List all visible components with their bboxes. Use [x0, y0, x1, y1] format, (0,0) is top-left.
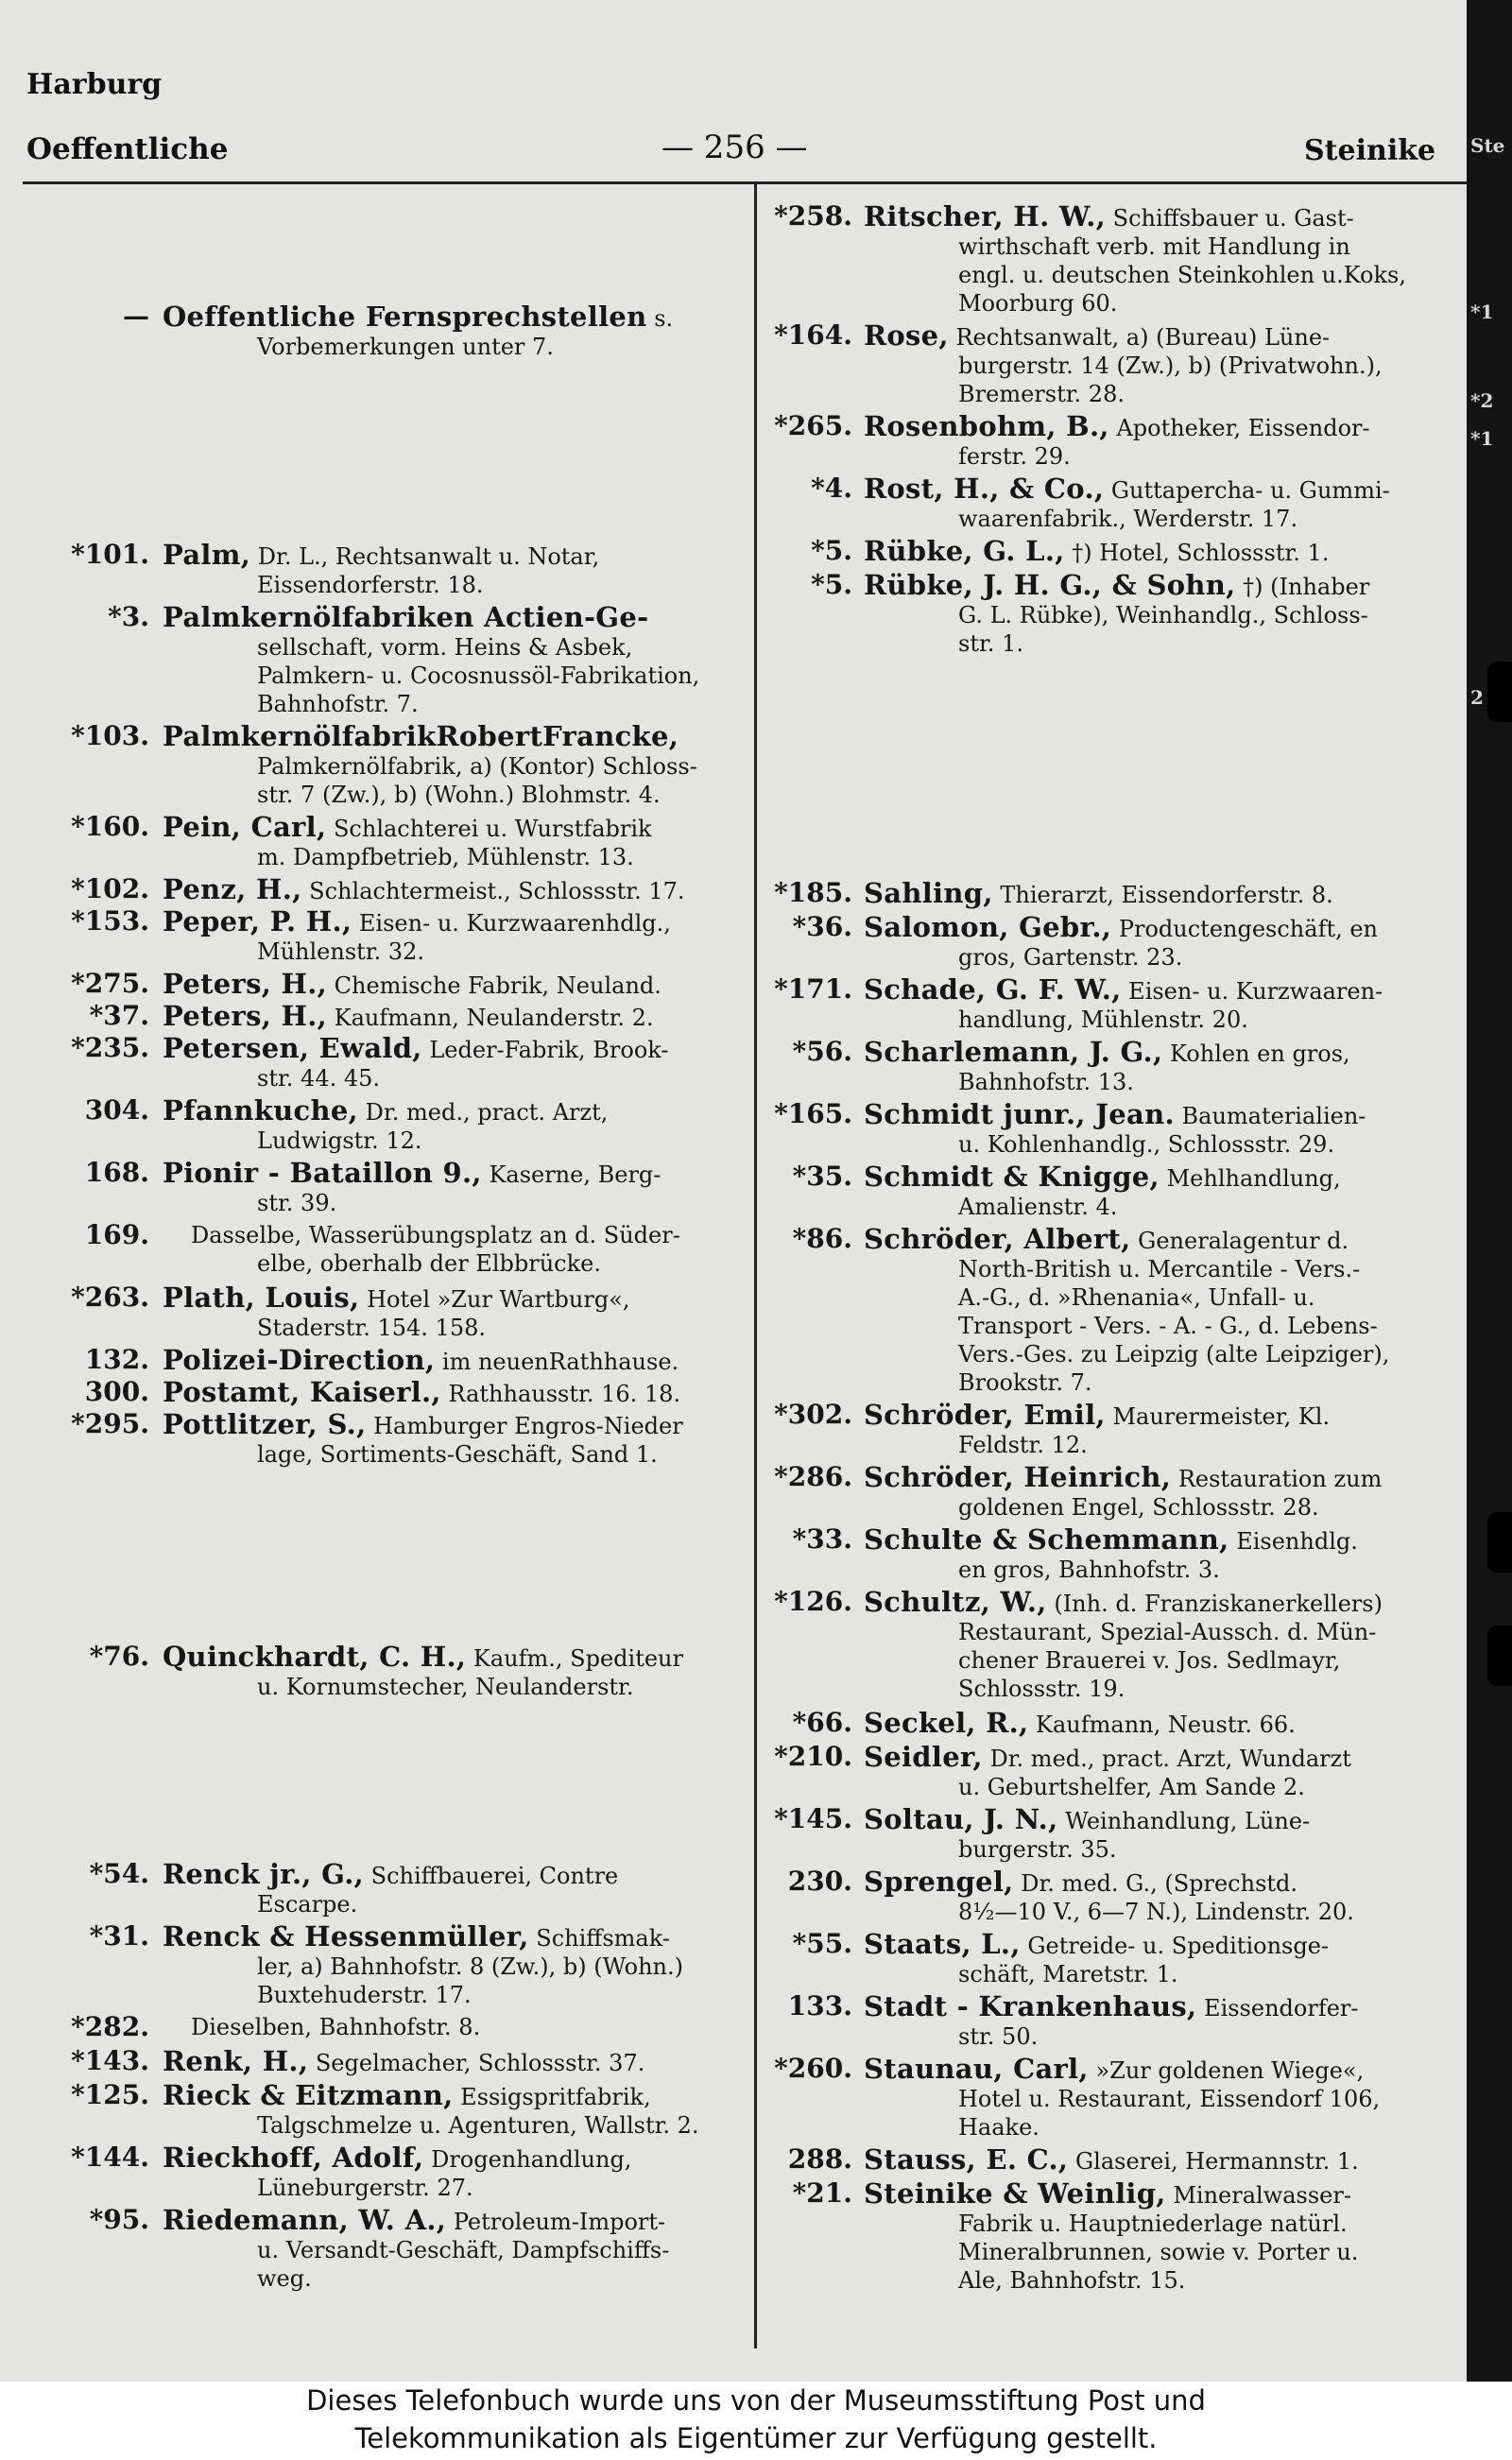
- entry-text: [864, 2145, 1463, 2176]
- entry-name: Sprengel,: [864, 1866, 1014, 1898]
- phone-number: *54.: [89, 1858, 149, 1889]
- phone-number: *143.: [71, 2045, 149, 2076]
- entry-text: [163, 875, 737, 905]
- entry-details: Rechtsanwalt, a) (Bureau) Lüne-: [955, 324, 1331, 351]
- entry-name: Renk, H.,: [163, 2045, 309, 2077]
- entry-details: Petroleum-Import-: [453, 2209, 666, 2235]
- phone-number: *275.: [71, 968, 149, 999]
- entry-text: [163, 1096, 737, 1155]
- column-divider: [754, 184, 757, 2348]
- entry-text: [864, 1225, 1463, 1397]
- entry-details: Chemische Fabrik, Neuland.: [334, 972, 662, 999]
- entry-continuation: ler, a) Bahnhofstr. 8 (Zw.), b) (Wohn.): [257, 1953, 683, 1980]
- entry-continuation: Transport - Vers. - A. - G., d. Lebens-: [958, 1313, 1378, 1339]
- entry-name: Schröder, Albert,: [864, 1223, 1131, 1255]
- entry-continuation: burgerstr. 14 (Zw.), b) (Privatwohn.),: [958, 353, 1383, 379]
- entry-details: Mineralwasser-: [1173, 2182, 1351, 2209]
- edge-fragment: *1: [1470, 301, 1494, 323]
- entry-continuation: G. L. Rübke), Weinhandlg., Schloss-: [958, 602, 1368, 628]
- entry-continuation: Vorbemerkungen unter 7.: [257, 334, 554, 360]
- phone-number: *165.: [774, 1098, 852, 1129]
- entry-continuation: Escarpe.: [257, 1891, 358, 1918]
- entry-details: Thierarzt, Eissendorferstr. 8.: [1000, 882, 1333, 908]
- entry-name: Soltau, J. N.,: [864, 1803, 1058, 1835]
- entry-continuation: waarenfabrik., Werderstr. 17.: [958, 506, 1298, 532]
- entry-name: Palm,: [163, 539, 251, 571]
- entry-details: Segelmacher, Schlossstr. 37.: [315, 2050, 645, 2076]
- entry-continuation: Ale, Bahnhofstr. 15.: [958, 2267, 1186, 2294]
- phone-number: *125.: [71, 2079, 149, 2110]
- entry-name: Palmkernölfabriken Actien-Ge-: [163, 601, 649, 633]
- phone-number: 133.: [787, 1990, 852, 2021]
- entry-continuation: ferstr. 29.: [958, 443, 1071, 470]
- entry-text: [163, 2081, 737, 2140]
- entry-details: Hotel »Zur Wartburg«,: [367, 1286, 630, 1313]
- phone-number: *102.: [71, 873, 149, 904]
- entry-continuation: Palmkern- u. Cocosnussöl-Fabrikation,: [257, 662, 700, 689]
- entry-details: Restauration zum: [1177, 1466, 1383, 1492]
- entry-details: Apotheker, Eissendor-: [1116, 415, 1370, 441]
- phone-number: *101.: [71, 539, 149, 570]
- entry-name: Peters, H.,: [163, 1000, 328, 1032]
- entry-details: Kaserne, Berg-: [489, 1161, 662, 1188]
- entry-continuation: en gros, Bahnhofstr. 3.: [958, 1557, 1220, 1583]
- entry-text: [864, 1930, 1463, 1988]
- phone-number: —: [123, 301, 149, 332]
- entry-continuation: chener Brauerei v. Jos. Sedlmayr,: [958, 1647, 1341, 1674]
- phone-number: *5.: [811, 569, 852, 600]
- entry-text: [163, 1643, 737, 1701]
- entry-details: Dr. med., pract. Arzt, Wundarzt: [989, 1746, 1351, 1772]
- entry-continuation: u. Geburtshelfer, Am Sande 2.: [958, 1774, 1305, 1800]
- entry-text: [163, 1378, 737, 1408]
- entry-name: Seckel, R.,: [864, 1707, 1029, 1739]
- entry-text: [864, 975, 1463, 1034]
- edge-header-fragment: Ste: [1470, 134, 1505, 157]
- entry-details: Eissendorfer-: [1204, 1995, 1359, 2021]
- entry-name: Stadt - Krankenhaus,: [864, 1990, 1197, 2022]
- entry-continuation: str. 44. 45.: [257, 1065, 381, 1092]
- entry-name: Schmidt junr., Jean.: [864, 1098, 1175, 1130]
- entry-continuation: Eissendorferstr. 18.: [257, 572, 484, 598]
- entry-name: Schultz, W.,: [864, 1586, 1047, 1618]
- entry-text: [864, 1743, 1463, 1801]
- phone-number: *265.: [774, 410, 852, 441]
- entry-details: Dasselbe, Wasserübungsplatz an d. Süder-: [191, 1222, 680, 1248]
- phone-number: *33.: [792, 1523, 852, 1555]
- entry-details: Eisen- u. Kurzwaaren-: [1128, 978, 1383, 1005]
- entry-text: [864, 1463, 1463, 1522]
- phone-number: *5.: [811, 535, 852, 566]
- entry-details: Drogenhandlung,: [431, 2146, 632, 2173]
- entry-name: Rost, H., & Co.,: [864, 473, 1105, 505]
- phone-number: 300.: [84, 1376, 149, 1407]
- entry-details: Baumaterialien-: [1181, 1103, 1366, 1129]
- entry-name: Pottlitzer, S.,: [163, 1408, 367, 1440]
- entry-continuation: schäft, Maretstr. 1.: [958, 1961, 1178, 1987]
- entry-text: [163, 541, 737, 599]
- entry-name: Polizei-Direction,: [163, 1344, 436, 1376]
- footer-credit: [0, 2382, 1512, 2460]
- entry-text: [163, 2143, 737, 2202]
- phone-number: 288.: [787, 2143, 852, 2175]
- entry-text: [864, 571, 1463, 658]
- phone-number: *302.: [774, 1399, 852, 1430]
- entry-name: Rieck & Eitzmann,: [163, 2079, 454, 2111]
- entry-details: Schiffbauerei, Contre: [370, 1863, 619, 1889]
- entry-continuation: Moorburg 60.: [958, 290, 1118, 317]
- phone-number: *31.: [89, 1920, 149, 1952]
- entry-name: Ritscher, H. W.,: [864, 200, 1107, 232]
- entry-continuation: Feldstr. 12.: [958, 1432, 1088, 1458]
- entry-text: [163, 970, 737, 1000]
- entry-name: Rübke, G. L.,: [864, 535, 1065, 567]
- entry-text: [163, 907, 737, 966]
- phone-number: *95.: [89, 2204, 149, 2235]
- entry-text: [163, 1221, 737, 1278]
- phone-number: *86.: [792, 1223, 852, 1254]
- entry-continuation: Schlossstr. 19.: [958, 1676, 1125, 1702]
- adjacent-page-edge: [1467, 0, 1512, 2382]
- phone-number: *263.: [71, 1282, 149, 1313]
- edge-fragment: 2: [1470, 686, 1484, 709]
- entry-details: (Inh. d. Franziskanerkellers): [1054, 1591, 1383, 1617]
- entry-text: [864, 879, 1463, 909]
- entry-name: Seidler,: [864, 1741, 983, 1773]
- phone-number: *36.: [792, 911, 852, 942]
- entry-text: [163, 1922, 737, 2009]
- entry-text: [864, 1525, 1463, 1584]
- entry-text: [163, 2206, 737, 2293]
- entry-continuation: Restaurant, Spezial-Aussch. d. Mün-: [958, 1619, 1377, 1645]
- entry-name: Peters, H.,: [163, 968, 328, 1000]
- entry-details: Kohlen en gros,: [1170, 1041, 1350, 1067]
- entry-continuation: u. Kornumstecher, Neulanderstr.: [257, 1674, 634, 1700]
- footer-line-2: Telekommunikation als Eigentümer zur Verfügung gestellt.: [354, 2422, 1158, 2454]
- phone-number: *153.: [71, 905, 149, 937]
- register-tab: [1487, 662, 1512, 722]
- entry-name: Stauss, E. C.,: [864, 2143, 1069, 2176]
- phone-number: *144.: [71, 2142, 149, 2173]
- entry-text: [864, 1038, 1463, 1096]
- entry-details: Glaserei, Hermannstr. 1.: [1074, 2148, 1359, 2175]
- entry-name: Oeffentliche Fernsprechstellen: [163, 301, 647, 333]
- entry-text: [864, 1709, 1463, 1739]
- entry-details: †) Hotel, Schlossstr. 1.: [1072, 540, 1330, 566]
- entry-continuation: str. 39.: [257, 1190, 337, 1216]
- entry-text: [864, 202, 1463, 318]
- entry-name: Schade, G. F. W.,: [864, 973, 1122, 1006]
- entry-continuation: gros, Gartenstr. 23.: [958, 944, 1183, 971]
- entry-text: [163, 302, 737, 361]
- entry-details: Schlachtermeist., Schlossstr. 17.: [309, 878, 685, 904]
- phone-number: *3.: [108, 601, 149, 632]
- entry-details: Eisen- u. Kurzwaarenhdlg.,: [358, 910, 671, 937]
- entry-text: [864, 1867, 1463, 1926]
- entry-details: Maurermeister, Kl.: [1112, 1403, 1331, 1430]
- entry-continuation: Haake.: [958, 2114, 1040, 2141]
- entry-name: Quinckhardt, C. H.,: [163, 1641, 467, 1673]
- entry-text: [163, 2047, 737, 2077]
- entry-continuation: Buxtehuderstr. 17.: [257, 1982, 472, 2008]
- entry-details: im neuenRathhause.: [441, 1349, 679, 1375]
- entry-text: [163, 603, 737, 718]
- entry-name: Scharlemann, J. G.,: [864, 1036, 1163, 1068]
- entry-details: Dieselben, Bahnhofstr. 8.: [191, 2014, 481, 2040]
- phone-number: 169.: [84, 1219, 149, 1250]
- entry-name: Pionir - Bataillon 9.,: [163, 1157, 482, 1189]
- entry-text: [163, 1346, 737, 1376]
- entry-details: Kaufmann, Neulanderstr. 2.: [334, 1005, 654, 1031]
- entry-continuation: North-British u. Mercantile - Vers.-: [958, 1256, 1361, 1282]
- entry-details: †) (Inhaber: [1243, 574, 1370, 600]
- entry-continuation: Ludwigstr. 12.: [257, 1127, 422, 1154]
- phone-number: *76.: [89, 1641, 149, 1672]
- entry-name: Staats, L.,: [864, 1928, 1021, 1960]
- entry-text: [163, 1860, 737, 1918]
- entry-continuation: goldenen Engel, Schlossstr. 28.: [958, 1494, 1319, 1521]
- phone-number: *185.: [774, 877, 852, 908]
- entry-name: Schmidt & Knigge,: [864, 1161, 1160, 1193]
- phone-number: *145.: [774, 1803, 852, 1834]
- entry-text: [864, 1100, 1463, 1159]
- entry-name: Renck jr., G.,: [163, 1858, 365, 1890]
- entry-continuation: Mühlenstr. 32.: [257, 938, 425, 965]
- entry-name: Postamt, Kaiserl.,: [163, 1376, 441, 1408]
- entry-name: Schulte & Schemmann,: [864, 1523, 1229, 1556]
- entry-details: »Zur goldenen Wiege«,: [1095, 2057, 1365, 2084]
- phone-number: 168.: [84, 1157, 149, 1188]
- phone-number: *160.: [71, 811, 149, 842]
- entry-text: [163, 1283, 737, 1342]
- entry-details: Leder-Fabrik, Brook-: [429, 1037, 669, 1063]
- entry-continuation: Brookstr. 7.: [958, 1369, 1092, 1396]
- phone-number: 304.: [84, 1094, 149, 1126]
- phone-number: 132.: [84, 1344, 149, 1375]
- entry-name: Schröder, Heinrich,: [864, 1461, 1172, 1493]
- entry-continuation: Talgschmelze u. Agenturen, Wallstr. 2.: [257, 2112, 699, 2139]
- entry-continuation: Lüneburgerstr. 27.: [257, 2175, 473, 2201]
- entry-text: [864, 321, 1463, 408]
- phone-number: *171.: [774, 973, 852, 1005]
- entry-details: Guttapercha- u. Gummi-: [1110, 477, 1390, 504]
- footer-line-1: Dieses Telefonbuch wurde uns von der Museumsstiftung Post und: [306, 2384, 1206, 2417]
- entry-continuation: elbe, oberhalb der Elbbrücke.: [257, 1250, 601, 1277]
- entry-continuation: handlung, Mühlenstr. 20.: [958, 1006, 1248, 1033]
- entry-continuation: Palmkernölfabrik, a) (Kontor) Schloss-: [257, 753, 697, 780]
- entry-text: [864, 1992, 1463, 2051]
- phone-number: *295.: [71, 1408, 149, 1439]
- entry-details: Productengeschäft, en: [1118, 916, 1379, 942]
- header-last-name: Steinike: [1304, 134, 1436, 167]
- entry-text: [163, 722, 737, 809]
- entry-details: Dr. L., Rechtsanwalt u. Notar,: [257, 543, 600, 570]
- phone-number: *164.: [774, 319, 852, 351]
- entry-continuation: u. Kohlenhandlg., Schlossstr. 29.: [958, 1131, 1335, 1158]
- edge-fragment: *2: [1470, 389, 1494, 412]
- header-city: Harburg: [26, 68, 163, 101]
- entry-text: [163, 1410, 737, 1469]
- entry-continuation: str. 50.: [958, 2023, 1039, 2050]
- entry-text: [864, 2055, 1463, 2142]
- entry-continuation: lage, Sortiments-Geschäft, Sand 1.: [257, 1441, 658, 1468]
- phone-number: 230.: [787, 1866, 852, 1897]
- entry-continuation: engl. u. deutschen Steinkohlen u.Koks,: [958, 262, 1406, 288]
- entry-text: [864, 474, 1463, 533]
- entry-name: Sahling,: [864, 877, 993, 909]
- entry-name: Rosenbohm, B.,: [864, 410, 1109, 442]
- edge-fragment: *1: [1470, 427, 1494, 450]
- phone-number: *66.: [792, 1707, 852, 1738]
- entry-text: [864, 913, 1463, 972]
- entry-details: Dr. med., pract. Arzt,: [365, 1099, 609, 1126]
- entry-continuation: str. 7 (Zw.), b) (Wohn.) Blohmstr. 4.: [257, 782, 661, 808]
- entry-text: [864, 1162, 1463, 1221]
- entry-details: Rathhausstr. 16. 18.: [448, 1381, 681, 1407]
- page-number: — 256 —: [662, 129, 808, 166]
- phone-number: *260.: [774, 2053, 852, 2084]
- phone-number: *56.: [792, 1036, 852, 1067]
- entry-continuation: Bahnhofstr. 13.: [958, 1069, 1134, 1095]
- phone-number: *4.: [811, 473, 852, 504]
- entry-details: Schiffsmak-: [536, 1925, 670, 1952]
- entry-text: [864, 1805, 1463, 1864]
- phone-number: *258.: [774, 200, 852, 232]
- phone-number: *103.: [71, 720, 149, 751]
- entry-details: Kaufmann, Neustr. 66.: [1036, 1712, 1296, 1738]
- entry-continuation: Bahnhofstr. 7.: [257, 691, 419, 717]
- phone-number: *235.: [71, 1032, 149, 1063]
- entry-details: Getreide- u. Speditionsge-: [1027, 1933, 1330, 1959]
- entry-text: [864, 412, 1463, 471]
- entry-continuation: Vers.-Ges. zu Leipzig (alte Leipziger),: [958, 1341, 1390, 1368]
- page-header: [0, 0, 1467, 189]
- entry-name: Staunau, Carl,: [864, 2053, 1089, 2085]
- phone-number: *210.: [774, 1741, 852, 1772]
- entry-text: [864, 1401, 1463, 1459]
- entry-continuation: sellschaft, vorm. Heins & Asbek,: [257, 634, 633, 661]
- entry-continuation: wirthschaft verb. mit Handlung in: [958, 233, 1350, 260]
- entry-details: Generalagentur d.: [1138, 1228, 1349, 1254]
- entry-text: [163, 1159, 737, 1217]
- entry-continuation: burgerstr. 35.: [958, 1836, 1117, 1863]
- entry-details: Dr. med. G., (Sprechstd.: [1021, 1870, 1298, 1897]
- entry-name: Petersen, Ewald,: [163, 1032, 422, 1064]
- entry-text: [163, 1002, 737, 1032]
- entry-name: Salomon, Gebr.,: [864, 911, 1112, 943]
- phone-number: *21.: [792, 2177, 852, 2209]
- entry-name: Rieckhoff, Adolf,: [163, 2142, 424, 2174]
- entry-details: Eisenhdlg.: [1236, 1528, 1358, 1555]
- entry-continuation: m. Dampfbetrieb, Mühlenstr. 13.: [257, 844, 634, 870]
- entry-details: Schiffsbauer u. Gast-: [1112, 205, 1354, 232]
- entry-text: [163, 2013, 737, 2041]
- entry-name: PalmkernölfabrikRobertFrancke,: [163, 720, 679, 752]
- entry-text: [864, 537, 1463, 567]
- entry-name: Rübke, J. H. G., & Sohn,: [864, 569, 1236, 601]
- entry-name: Pein, Carl,: [163, 811, 327, 843]
- entry-text: [864, 2179, 1463, 2295]
- phone-number: *126.: [774, 1586, 852, 1617]
- entry-name: Pfannkuche,: [163, 1094, 359, 1127]
- entry-name: Plath, Louis,: [163, 1282, 360, 1314]
- phone-number: *37.: [89, 1000, 149, 1031]
- entry-name: Schröder, Emil,: [864, 1399, 1106, 1431]
- entry-continuation: u. Versandt-Geschäft, Dampfschiffs-: [257, 2237, 670, 2263]
- entry-continuation: Mineralbrunnen, sowie v. Porter u.: [958, 2239, 1359, 2265]
- entry-continuation: A.-G., d. »Rhenania«, Unfall- u.: [958, 1284, 1315, 1311]
- entry-details: Essigspritfabrik,: [460, 2084, 651, 2110]
- entry-continuation: weg.: [257, 2265, 312, 2292]
- entry-continuation: Amalienstr. 4.: [958, 1194, 1118, 1220]
- entry-text: [163, 813, 737, 871]
- entry-name: Riedemann, W. A.,: [163, 2204, 447, 2236]
- entry-text: [864, 1588, 1463, 1703]
- entry-details: Schlachterei u. Wurstfabrik: [333, 816, 652, 842]
- entry-name: Steinike & Weinlig,: [864, 2177, 1166, 2210]
- entry-continuation: Staderstr. 154. 158.: [257, 1315, 486, 1341]
- register-tab: [1487, 1512, 1512, 1573]
- phone-number: *55.: [792, 1928, 852, 1959]
- phone-number: *282.: [71, 2011, 149, 2042]
- entry-text: [163, 1034, 737, 1092]
- entry-name: Peper, P. H.,: [163, 905, 352, 938]
- entry-details: s.: [654, 305, 674, 332]
- register-tab: [1487, 1626, 1512, 1686]
- entry-continuation: Bremerstr. 28.: [958, 381, 1125, 407]
- phone-number: *286.: [774, 1461, 852, 1492]
- entry-name: Renck & Hessenmüller,: [163, 1920, 529, 1953]
- entry-details: Kaufm., Spediteur: [472, 1645, 683, 1672]
- entry-name: Rose,: [864, 319, 949, 352]
- header-section: Oeffentliche: [26, 132, 229, 166]
- entry-continuation: Hotel u. Restaurant, Eissendorf 106,: [958, 2086, 1381, 2112]
- header-rule: [23, 181, 1467, 184]
- entry-details: Weinhandlung, Lüne-: [1065, 1808, 1311, 1834]
- entry-details: Mehlhandlung,: [1166, 1165, 1341, 1192]
- entry-continuation: 8½—10 V., 6—7 N.), Lindenstr. 20.: [958, 1899, 1354, 1925]
- entry-continuation: str. 1.: [958, 630, 1023, 657]
- entry-details: Hamburger Engros-Nieder: [373, 1413, 683, 1439]
- phone-number: *35.: [792, 1161, 852, 1192]
- entry-name: Penz, H.,: [163, 873, 302, 905]
- entry-continuation: Fabrik u. Hauptniederlage natürl.: [958, 2211, 1348, 2237]
